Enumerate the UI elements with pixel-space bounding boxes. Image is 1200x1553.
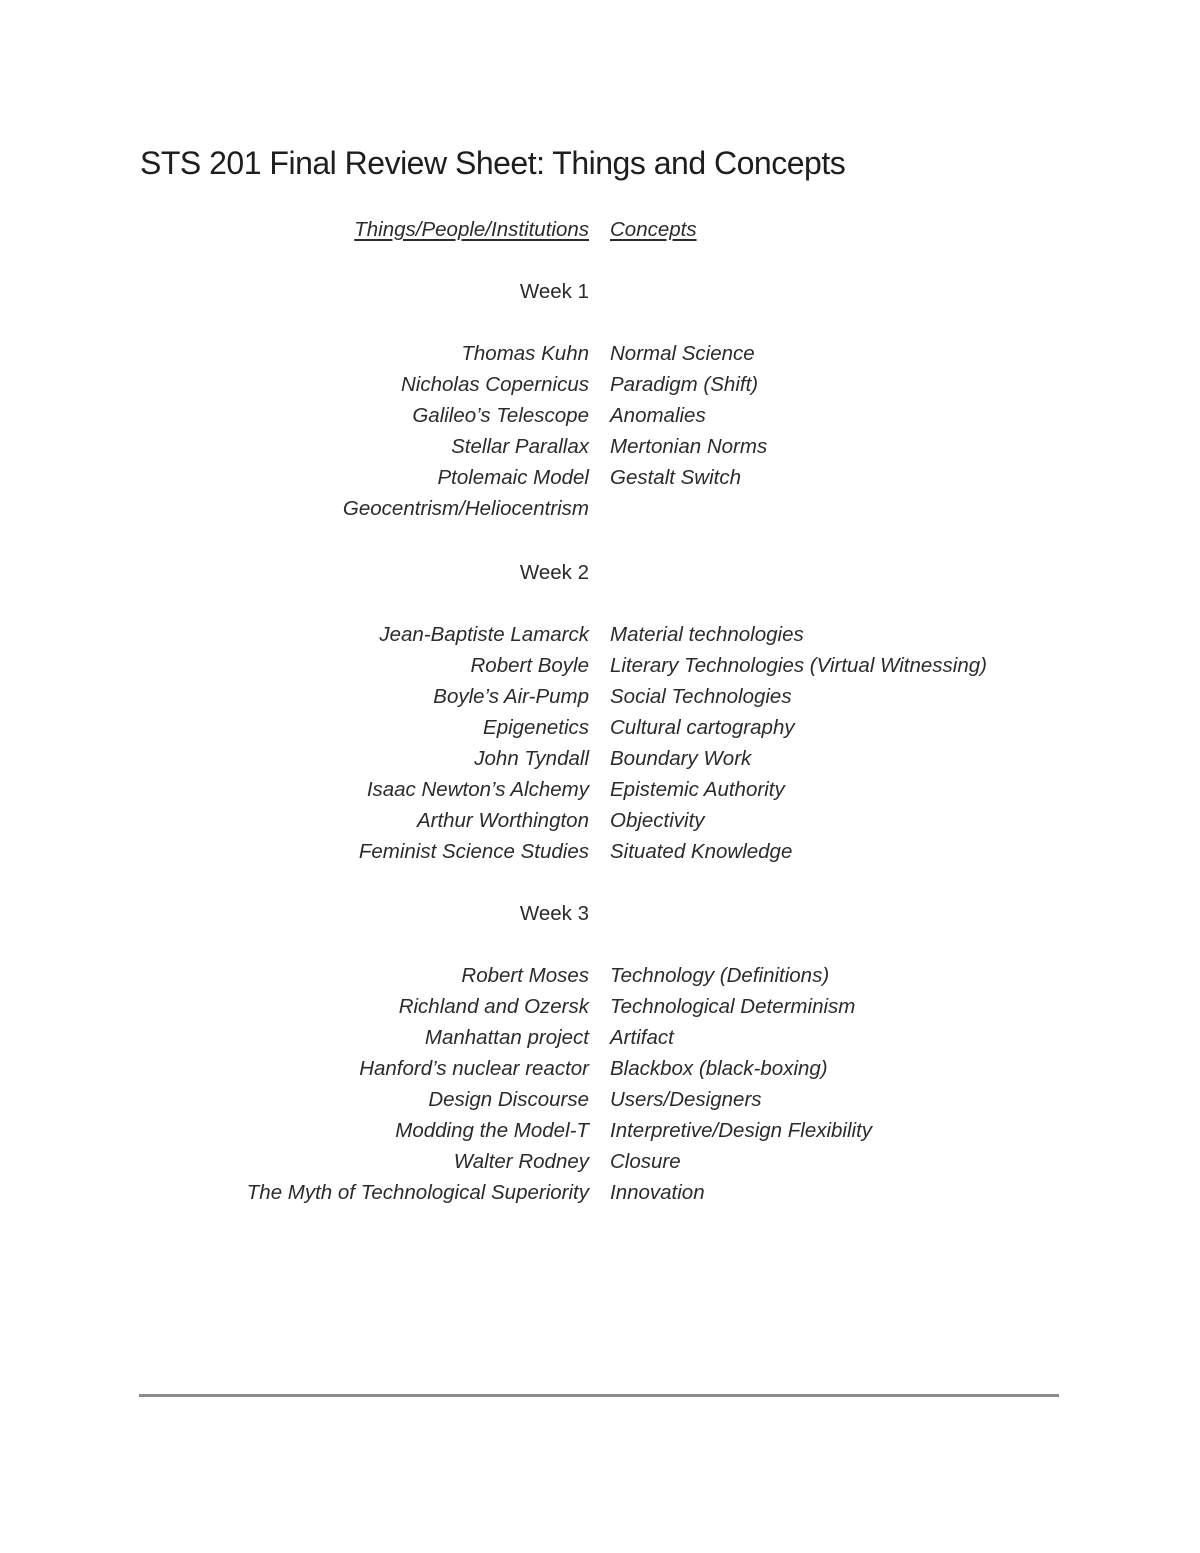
table-row [0, 462, 1200, 493]
week-heading: Week 2 [519, 561, 589, 584]
thing-item: Hanford’s nuclear reactor [359, 1057, 589, 1080]
column-header-things: Things/People/Institutions [354, 218, 589, 241]
thing-item: Galileo’s Telescope [412, 404, 589, 427]
table-row [0, 681, 1200, 712]
concept-item: Mertonian Norms [610, 435, 768, 458]
week-heading-row [0, 557, 1200, 588]
concept-item: Users/Designers [610, 1088, 762, 1111]
concept-item: Artifact [610, 1026, 674, 1049]
thing-item: Robert Boyle [470, 654, 589, 677]
thing-item: Ptolemaic Model [437, 466, 589, 489]
column-header-row [0, 214, 1200, 245]
table-row [0, 712, 1200, 743]
concept-item: Blackbox (black-boxing) [610, 1057, 828, 1080]
thing-item: Design Discourse [428, 1088, 589, 1111]
table-row [0, 960, 1200, 991]
concept-item: Situated Knowledge [610, 840, 793, 863]
thing-item: Feminist Science Studies [358, 840, 589, 863]
concept-item: Cultural cartography [610, 716, 795, 739]
thing-item: Richland and Ozersk [398, 995, 589, 1018]
concept-item: Anomalies [610, 404, 706, 427]
table-row [0, 805, 1200, 836]
table-row [0, 493, 1200, 524]
table-row [0, 1177, 1200, 1208]
concept-item: Epistemic Authority [610, 778, 785, 801]
thing-item: Robert Moses [461, 964, 589, 987]
thing-item: Modding the Model-T [395, 1119, 589, 1142]
table-row [0, 774, 1200, 805]
thing-item: John Tyndall [474, 747, 589, 770]
concept-item: Innovation [610, 1181, 705, 1204]
concept-item: Interpretive/Design Flexibility [610, 1119, 873, 1142]
table-row [0, 431, 1200, 462]
thing-item: Isaac Newton’s Alchemy [366, 778, 589, 801]
column-header-concepts: Concepts [610, 218, 697, 241]
week-heading: Week 3 [519, 902, 589, 925]
table-row [0, 338, 1200, 369]
table-row [0, 1084, 1200, 1115]
thing-item: Nicholas Copernicus [400, 373, 589, 396]
table-row [0, 743, 1200, 774]
concept-item: Normal Science [610, 342, 755, 365]
concept-item: Technology (Definitions) [610, 964, 830, 987]
concept-item: Social Technologies [610, 685, 792, 708]
thing-item: Jean-Baptiste Lamarck [379, 623, 589, 646]
thing-item: Epigenetics [483, 716, 589, 739]
table-row [0, 836, 1200, 867]
table-row [0, 1146, 1200, 1177]
thing-item: Geocentrism/Heliocentrism [342, 497, 589, 520]
page-title: STS 201 Final Review Sheet: Things and Concepts [140, 145, 846, 181]
week-heading: Week 1 [519, 280, 589, 303]
thing-item: Arthur Worthington [416, 809, 589, 832]
concept-item: Gestalt Switch [610, 466, 742, 489]
table-row [0, 619, 1200, 650]
concept-item: Literary Technologies (Virtual Witnessing) [610, 654, 987, 677]
concept-item: Paradigm (Shift) [610, 373, 759, 396]
concept-item: Objectivity [610, 809, 705, 832]
table-row [0, 400, 1200, 431]
footer-divider [139, 1394, 1059, 1397]
thing-item: Boyle’s Air-Pump [433, 685, 589, 708]
concept-item: Boundary Work [610, 747, 752, 770]
table-row [0, 650, 1200, 681]
table-row [0, 1022, 1200, 1053]
thing-item: Stellar Parallax [451, 435, 589, 458]
table-row [0, 369, 1200, 400]
concept-item: Closure [610, 1150, 681, 1173]
table-row [0, 991, 1200, 1022]
concept-item: Material technologies [610, 623, 804, 646]
table-row [0, 1053, 1200, 1084]
concept-item: Technological Determinism [610, 995, 856, 1018]
table-row [0, 1115, 1200, 1146]
thing-item: Manhattan project [424, 1026, 589, 1049]
week-heading-row [0, 898, 1200, 929]
thing-item: Walter Rodney [453, 1150, 589, 1173]
week-heading-row [0, 276, 1200, 307]
thing-item: Thomas Kuhn [461, 342, 589, 365]
thing-item: The Myth of Technological Superiority [246, 1181, 589, 1204]
